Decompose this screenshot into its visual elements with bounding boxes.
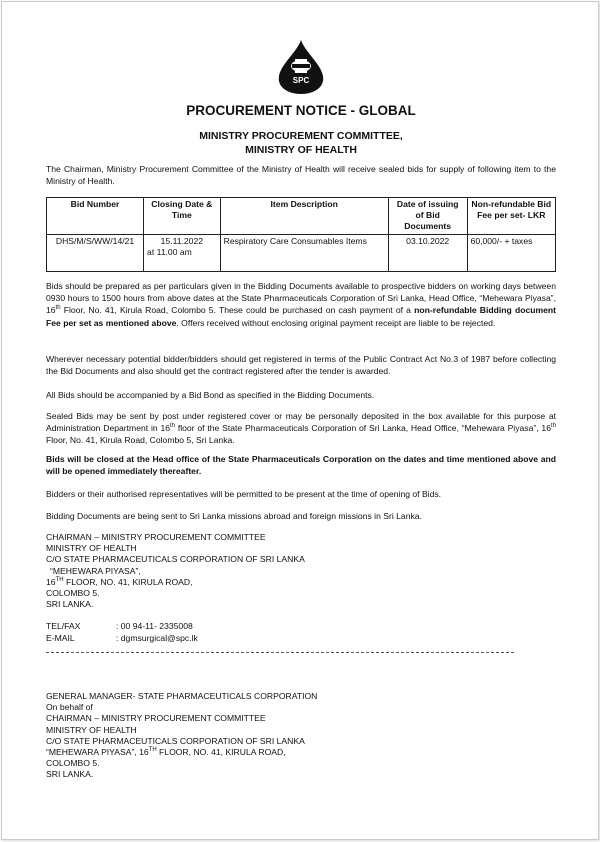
header-bid-number: Bid Number	[47, 198, 144, 235]
address2-line: SRI LANKA.	[46, 769, 94, 780]
paragraph-attendance: Bidders or their authorised representatives will be permitted to be present at the time of opening of Bids.	[46, 489, 442, 499]
bid-number: DHS/M/S/WW/14/21	[47, 235, 144, 272]
committee-line-2: MINISTRY OF HEALTH	[245, 144, 357, 156]
address1-sup: TH	[55, 576, 64, 583]
address2-line: COLOMBO 5.	[46, 758, 100, 769]
p4-sup: th	[170, 423, 176, 430]
address2-line: On behalf of	[46, 702, 93, 713]
address2-street: FLOOR, NO. 41, KIRULA ROAD,	[156, 747, 286, 758]
closing-time-value: at 11.00 am	[147, 247, 192, 257]
address2-sup: TH	[148, 747, 157, 754]
contact-block	[46, 621, 198, 644]
email-label: E-MAIL	[46, 632, 75, 643]
address2-line: C/O STATE PHARMACEUTICALS CORPORATION OF SRI LANKA	[46, 735, 305, 746]
committee-heading	[2, 129, 600, 157]
closing-date	[144, 235, 221, 272]
tel-value: : 00 94-11- 2335008	[116, 621, 193, 631]
intro-paragraph: The Chairman, Ministry Procurement Committee of the Ministry of Health will receive sealed bids for supply of following item to the Ministry of Health.	[46, 164, 556, 187]
address1-line: COLOMBO 5.	[46, 588, 100, 599]
address1-line: C/O STATE PHARMACEUTICALS CORPORATION OF SRI LANKA	[46, 554, 305, 565]
p1-text-a: Bids should be prepared as per particulars given in the Bidding Documents available to prospective bidders on working days between 0930 hours to 1500 hours from above dates at the State Pharmaceuticals Corporation of Sri Lanka, Head Office, “Mehewara Piyasa”, 16	[46, 281, 556, 316]
bid-table	[46, 197, 556, 272]
paragraph-bid-preparation	[46, 280, 556, 329]
address1-line: SRI LANKA.	[46, 599, 94, 610]
notice-title: PROCUREMENT NOTICE - GLOBAL	[186, 103, 416, 118]
header-bid-fee: Non-refundable Bid Fee per set- LKR	[467, 198, 555, 235]
paragraph-closing: Bids will be closed at the Head office of the State Pharmaceuticals Corporation on the dates and time mentioned above and will be opened immediately thereafter.	[46, 454, 556, 477]
p1-text-c: . Offers received without enclosing original payment receipt are liable to be rejected.	[176, 317, 496, 328]
tel-row	[46, 621, 198, 633]
address-block-chairman	[46, 532, 305, 610]
paragraph-submission	[46, 410, 556, 447]
header-item-description: Item Description	[220, 198, 388, 235]
address2-building: “MEHEWARA PIYASA”, 16	[46, 747, 149, 758]
p1-bold-fee: non-refundable Bidding document Fee per set as mentioned above	[46, 305, 557, 328]
header-issue-date: Date of issuing of Bid Documents	[388, 198, 467, 235]
address1-line: “MEHEWARA PIYASA”,	[50, 565, 141, 576]
p4-sup2: th	[550, 423, 556, 430]
table-row	[47, 235, 556, 272]
bid-fee: 60,000/- + taxes	[467, 235, 555, 272]
closing-date-value: 15.11.2022	[160, 236, 204, 246]
bid-table-header	[47, 198, 556, 235]
paragraph-registration: Wherever necessary potential bidder/bidders should get registered in terms of the Public Contract Act No.3 of 1987 before collecting the Bid Documents and also should get the contract registered after the tender is awarded.	[46, 354, 556, 377]
address1-line	[46, 577, 305, 588]
committee-line-1: MINISTRY PROCUREMENT COMMITTEE,	[199, 130, 403, 142]
p4-text-a: Sealed Bids may be sent by post under registered cover or may be personally deposited in the box available for this purpose at Administration Department in 16	[46, 411, 556, 434]
issue-date: 03.10.2022	[388, 235, 467, 272]
spc-logo	[273, 38, 329, 96]
paragraph-missions: Bidding Documents are being sent to Sri Lanka missions abroad and foreign missions in Sri Lanka.	[46, 511, 422, 521]
address1-floor: 16	[46, 576, 56, 587]
paragraph-bid-bond: All Bids should be accompanied by a Bid Bond as specified in the Bidding Documents.	[46, 390, 375, 400]
address2-line: GENERAL MANAGER- STATE PHARMACEUTICALS CORPORATION	[46, 691, 318, 701]
document-page	[1, 1, 599, 840]
spc-logo-icon	[273, 38, 329, 96]
dashed-divider	[46, 652, 514, 653]
address1-street: FLOOR, NO. 41, KIRULA ROAD,	[63, 576, 193, 587]
tel-label: TEL/FAX	[46, 621, 81, 631]
address2-line: CHAIRMAN – MINISTRY PROCUREMENT COMMITTEE	[46, 713, 266, 724]
email-value[interactable]: : dgmsurgical@spc.lk	[116, 632, 198, 643]
item-description: Respiratory Care Consumables Items	[220, 235, 388, 272]
address-block-general-manager	[46, 691, 317, 781]
p4-text-c: Floor, No. 41, Kirula Road, Colombo 5, Sri Lanka.	[46, 435, 235, 446]
logo-text: SPC	[292, 76, 310, 85]
email-row	[46, 633, 198, 645]
header-closing-date: Closing Date & Time	[144, 198, 221, 235]
address1-line: CHAIRMAN – MINISTRY PROCUREMENT COMMITTEE	[46, 532, 266, 542]
address1-line: MINISTRY OF HEALTH	[46, 543, 137, 554]
p1-sup: th	[55, 305, 61, 312]
address2-line: MINISTRY OF HEALTH	[46, 724, 137, 735]
p4-text-b: floor of the State Pharmaceuticals Corporation of Sri Lanka, Head Office, “Mehewara Piyasa”, 16	[175, 423, 551, 434]
address2-line	[46, 747, 317, 758]
p1-text-b: Floor, No. 41, Kirula Road, Colombo 5. These could be purchased on cash payment of a	[60, 305, 415, 316]
